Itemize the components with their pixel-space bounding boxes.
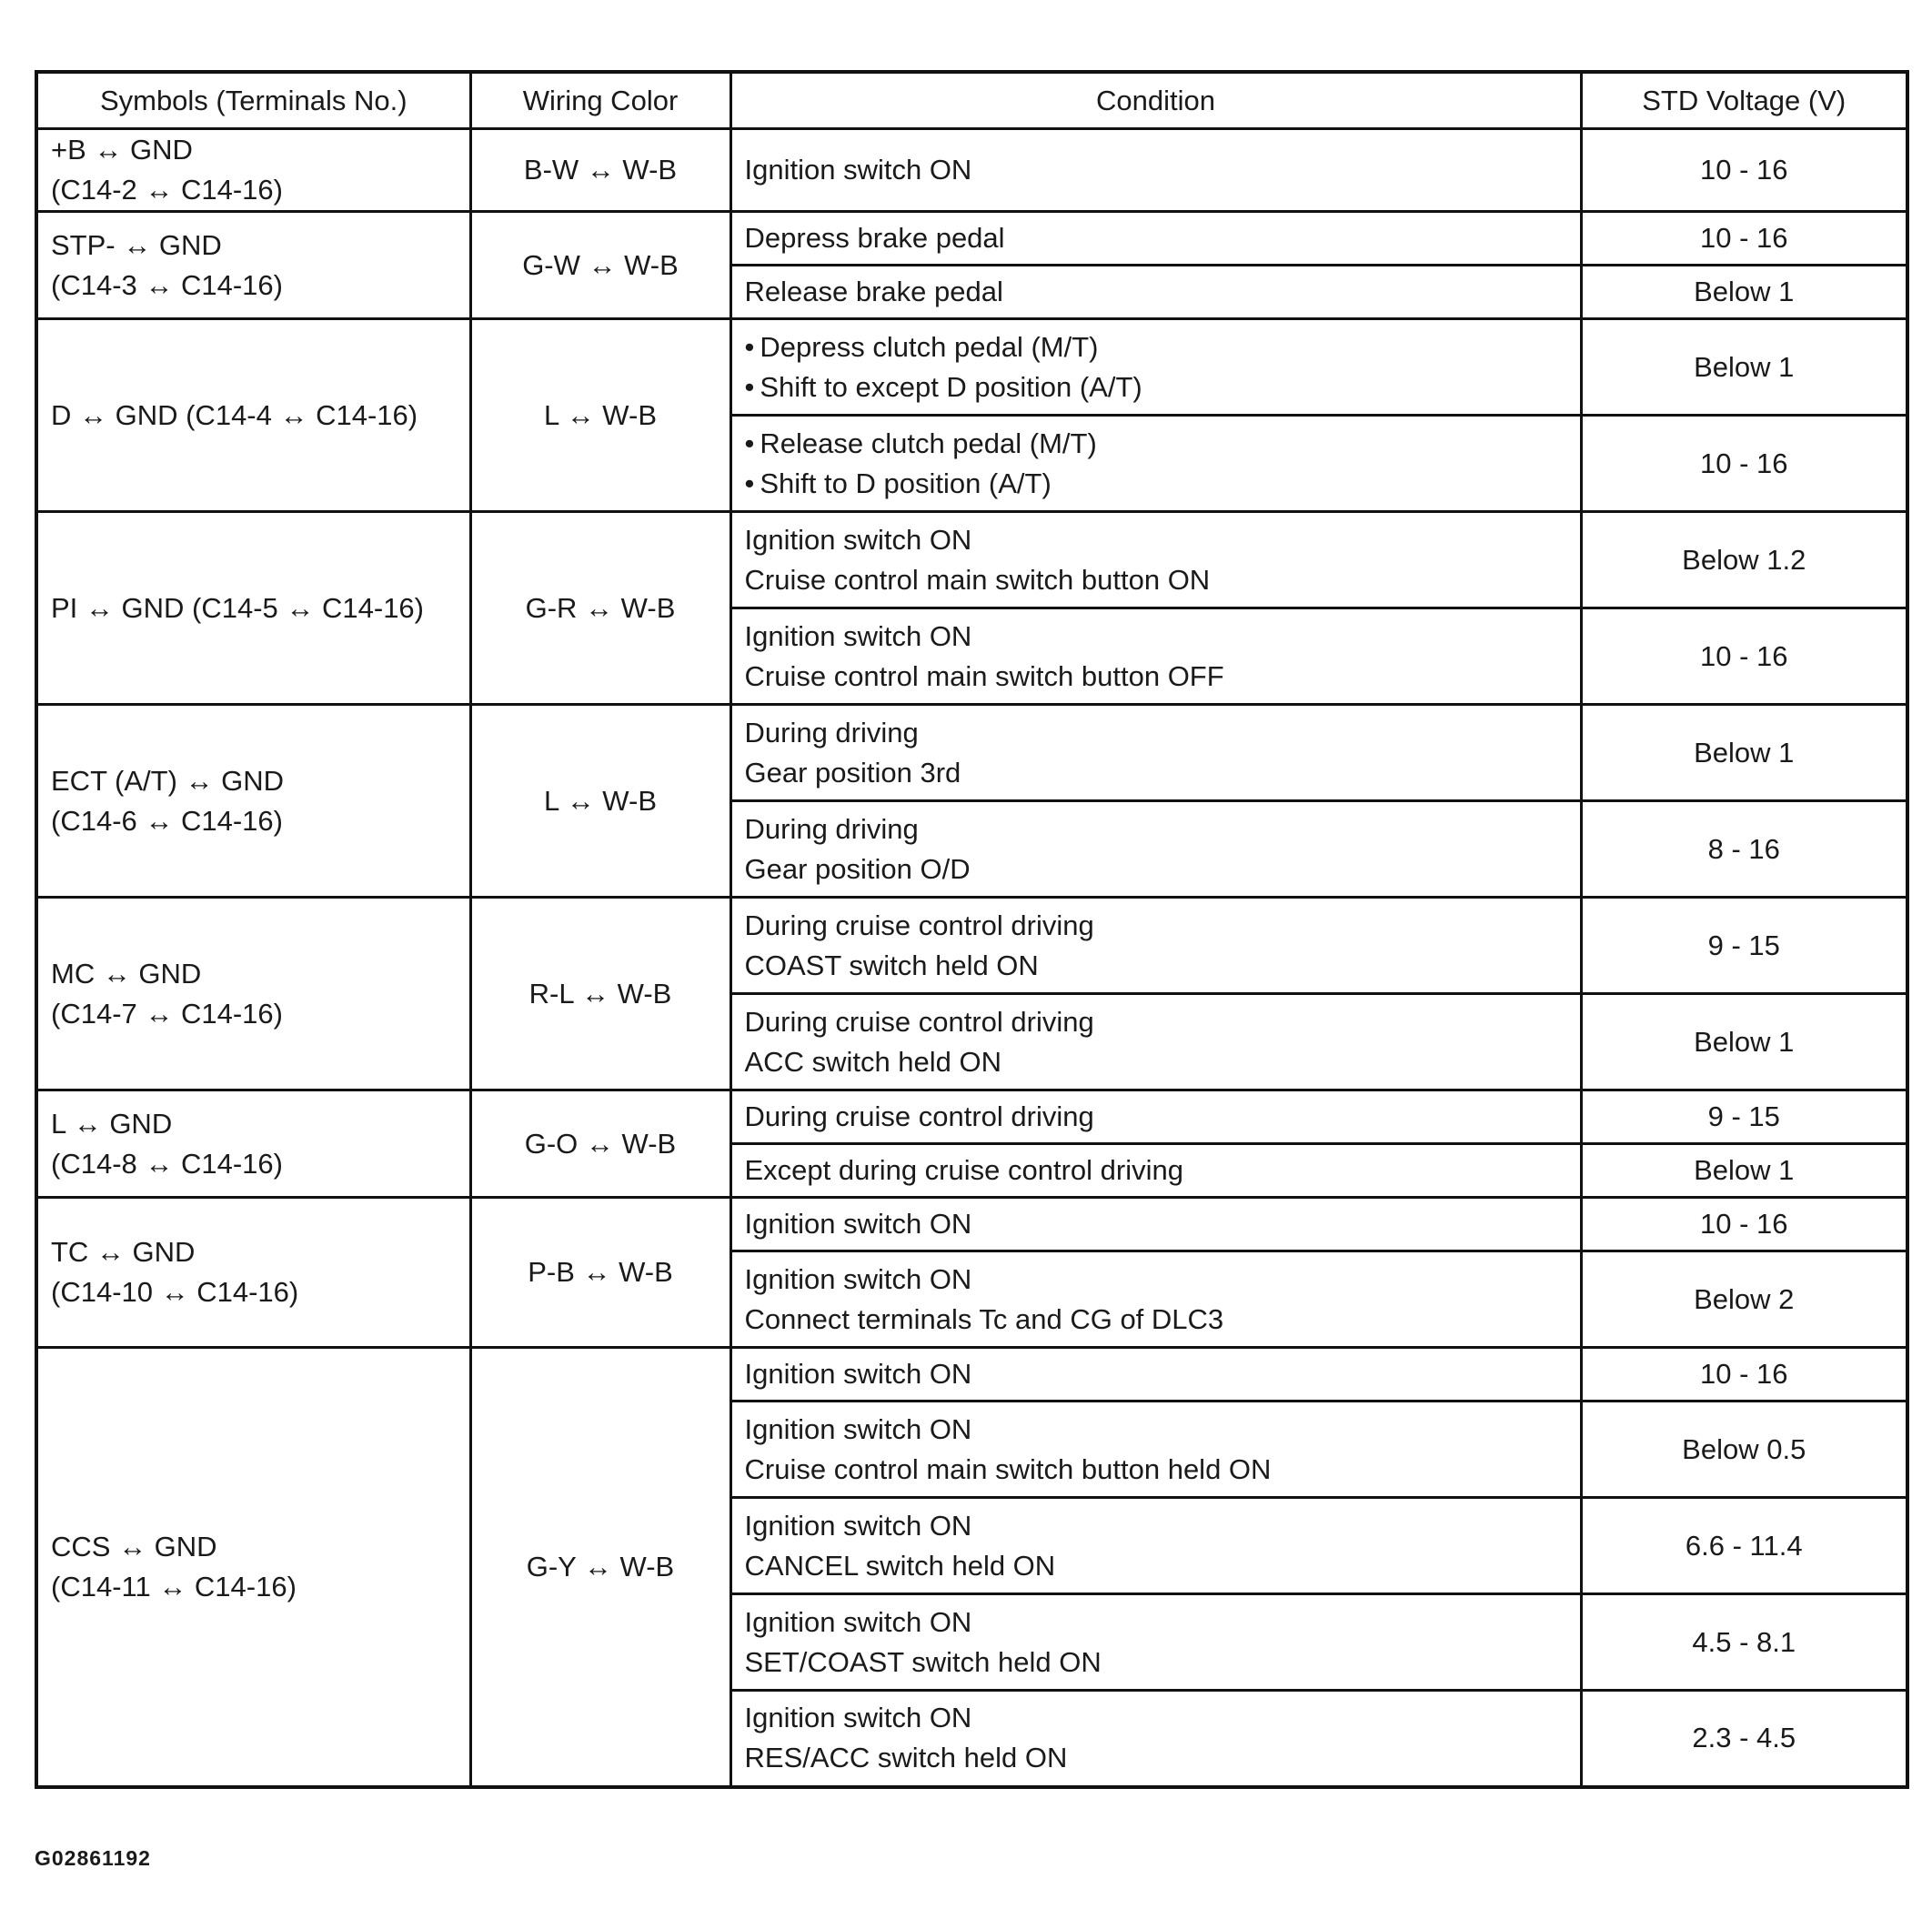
text-line: Cruise control main switch button OFF [744,659,1224,692]
wiring-color-cell: G-R ↔ W-B [470,512,730,705]
std-voltage-cell: Below 2 [1581,1251,1907,1348]
condition-cell [730,1402,1581,1498]
condition-cell [730,898,1581,994]
text-line: Ignition switch ON [744,1358,972,1390]
text-line: During cruise control driving [744,909,1094,941]
text-line: During driving [744,812,919,845]
terminal-symbol-cell [36,705,470,898]
std-voltage-cell: Below 1 [1581,319,1907,416]
text-line: Ignition switch ON [744,1605,972,1638]
voltage-spec-table [35,70,1909,1789]
wiring-color-cell: G-O ↔ W-B [470,1090,730,1198]
std-voltage-cell: 6.6 - 11.4 [1581,1498,1907,1594]
text-line: Connect terminals Tc and CG of DLC3 [744,1302,1224,1335]
text-line: Ignition switch ON [744,1702,972,1734]
terminal-symbol-cell [36,512,470,705]
condition-cell [730,1251,1581,1348]
table-row [36,898,1907,994]
text-line: During cruise control driving [744,1005,1094,1038]
text-line: TC ↔ GND [51,1236,196,1268]
std-voltage-cell: Below 1.2 [1581,512,1907,608]
std-voltage-cell: 10 - 16 [1581,212,1907,266]
condition-cell [730,994,1581,1090]
std-voltage-cell: 9 - 15 [1581,898,1907,994]
std-voltage-cell: Below 0.5 [1581,1402,1907,1498]
condition-cell [730,705,1581,801]
text-line: ACC switch held ON [744,1045,1002,1078]
text-line: Ignition switch ON [744,154,972,186]
wiring-color-cell: G-W ↔ W-B [470,212,730,319]
std-voltage-cell: Below 1 [1581,266,1907,319]
std-voltage-cell: Below 1 [1581,994,1907,1090]
text-line: (C14-3 ↔ C14-16) [51,268,283,301]
text-line: CANCEL switch held ON [744,1549,1056,1582]
text-line: +B ↔ GND [51,134,193,166]
table-row [36,705,1907,801]
condition-cell [730,129,1581,212]
text-line: Depress brake pedal [744,222,1005,254]
text-line: (C14-10 ↔ C14-16) [51,1276,299,1308]
text-line: Cruise control main switch button held ON [744,1452,1272,1485]
condition-cell [730,212,1581,266]
condition-cell [730,608,1581,705]
std-voltage-cell: 10 - 16 [1581,608,1907,705]
terminal-symbol-cell [36,1090,470,1198]
table-row [36,319,1907,416]
text-line: (C14-11 ↔ C14-16) [51,1570,297,1602]
terminal-symbol-cell [36,898,470,1090]
text-line: MC ↔ GND [51,957,202,990]
figure-id: G02861192 [35,1846,151,1870]
text-line: During driving [744,716,919,748]
terminal-symbol-cell [36,1348,470,1787]
terminal-symbol-cell [36,129,470,212]
header-condition: Condition [730,72,1581,129]
condition-cell [730,1691,1581,1787]
condition-cell [730,512,1581,608]
text-line: STP- ↔ GND [51,228,222,261]
std-voltage-cell: 10 - 16 [1581,129,1907,212]
wiring-color-cell: P-B ↔ W-B [470,1198,730,1348]
text-line: Except during cruise control driving [744,1154,1183,1186]
text-line: (C14-6 ↔ C14-16) [51,804,283,837]
header-std-voltage: STD Voltage (V) [1581,72,1907,129]
bullet-text-line: • Shift to except D position (A/T) [745,367,1567,407]
table-body [36,129,1907,1787]
table-row [36,129,1907,212]
std-voltage-cell: Below 1 [1581,1144,1907,1198]
bullet-text-line: • Release clutch pedal (M/T) [745,424,1567,464]
text-line: Release brake pedal [744,276,1003,307]
std-voltage-cell: Below 1 [1581,705,1907,801]
condition-cell [730,319,1581,416]
wiring-color-cell: L ↔ W-B [470,319,730,512]
wiring-color-cell: G-Y ↔ W-B [470,1348,730,1787]
condition-cell [730,1144,1581,1198]
std-voltage-cell: 10 - 16 [1581,1348,1907,1402]
text-line: Gear position O/D [744,852,971,885]
bullet-text-line: • Depress clutch pedal (M/T) [745,327,1567,367]
std-voltage-cell: 4.5 - 8.1 [1581,1594,1907,1691]
text-line: During cruise control driving [744,1100,1094,1132]
condition-cell [730,801,1581,898]
text-line: (C14-8 ↔ C14-16) [51,1147,283,1180]
text-line: D ↔ GND (C14-4 ↔ C14-16) [51,398,418,431]
text-line: Ignition switch ON [744,1412,972,1445]
text-line: Ignition switch ON [744,619,972,652]
condition-cell [730,1198,1581,1251]
wiring-color-cell: R-L ↔ W-B [470,898,730,1090]
text-line: SET/COAST switch held ON [744,1645,1102,1678]
text-line: Ignition switch ON [744,1509,972,1542]
table-row [36,1348,1907,1402]
condition-cell [730,266,1581,319]
text-line: (C14-7 ↔ C14-16) [51,997,283,1030]
header-wiring-color: Wiring Color [470,72,730,129]
text-line: Ignition switch ON [744,523,972,556]
header-symbols: Symbols (Terminals No.) [36,72,470,129]
terminal-symbol-cell [36,319,470,512]
header-row [36,72,1907,129]
std-voltage-cell: 8 - 16 [1581,801,1907,898]
std-voltage-cell: 10 - 16 [1581,416,1907,512]
text-line: Ignition switch ON [744,1262,972,1295]
terminal-symbol-cell [36,212,470,319]
std-voltage-cell: 10 - 16 [1581,1198,1907,1251]
bullet-text-line: • Shift to D position (A/T) [745,464,1567,504]
wiring-color-cell: B-W ↔ W-B [470,129,730,212]
text-line: ECT (A/T) ↔ GND [51,764,285,797]
table-row [36,1090,1907,1144]
condition-cell [730,1090,1581,1144]
table-row [36,512,1907,608]
std-voltage-cell: 2.3 - 4.5 [1581,1691,1907,1787]
text-line: (C14-2 ↔ C14-16) [51,174,283,206]
condition-cell [730,1594,1581,1691]
text-line: Ignition switch ON [744,1208,972,1240]
std-voltage-cell: 9 - 15 [1581,1090,1907,1144]
text-line: PI ↔ GND (C14-5 ↔ C14-16) [51,591,424,624]
condition-cell [730,416,1581,512]
text-line: CCS ↔ GND [51,1530,217,1562]
condition-cell [730,1498,1581,1594]
text-line: Gear position 3rd [744,756,961,789]
text-line: RES/ACC switch held ON [744,1742,1068,1774]
table-row [36,212,1907,266]
terminal-symbol-cell [36,1198,470,1348]
wiring-color-cell: L ↔ W-B [470,705,730,898]
text-line: Cruise control main switch button ON [744,563,1211,596]
condition-cell [730,1348,1581,1402]
table-row [36,1198,1907,1251]
text-line: COAST switch held ON [744,949,1039,981]
text-line: L ↔ GND [51,1107,173,1140]
